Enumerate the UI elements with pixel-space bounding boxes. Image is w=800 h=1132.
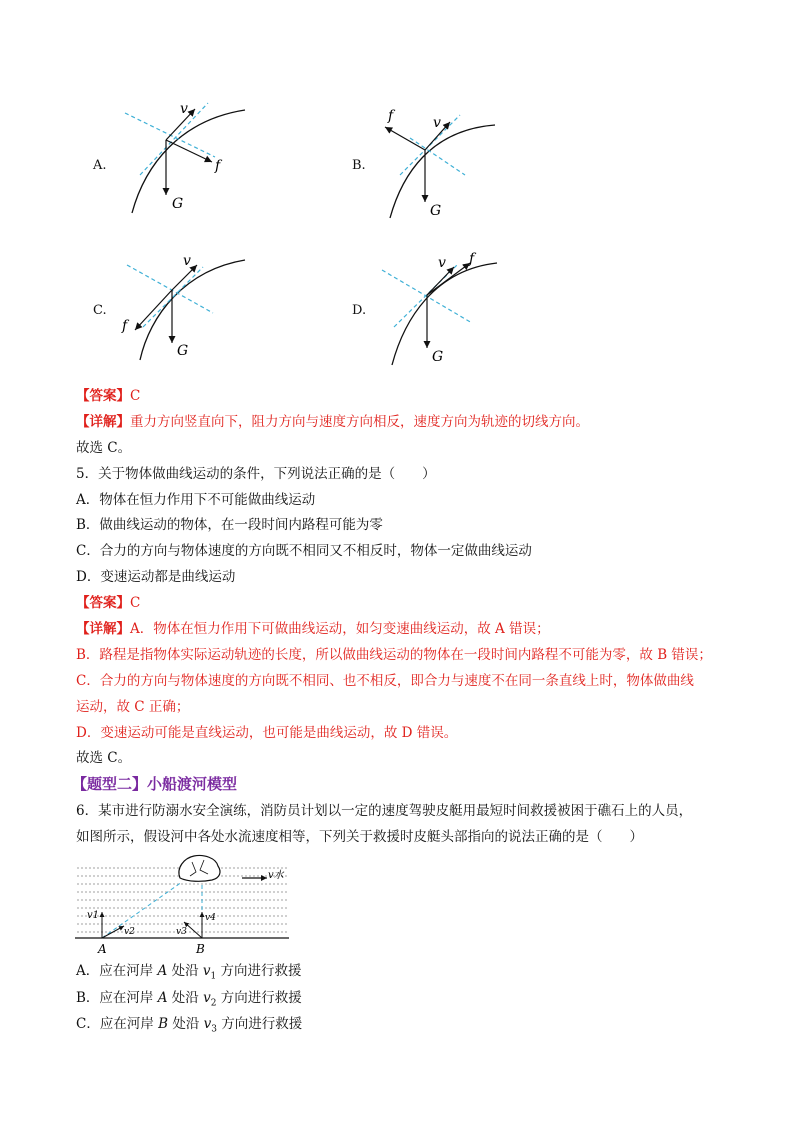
v4-label: v4 [205, 913, 216, 923]
q5-answer: 【答案】C [76, 595, 141, 611]
q4-detail: 【详解】重力方向竖直向下，阻力方向与速度方向相反，速度方向为轨迹的切线方向。 [76, 414, 589, 430]
option-a-label: A. [93, 158, 107, 173]
river-figure [72, 850, 292, 958]
q5-detail-c: C．合力的方向与物体速度的方向既不相同、也不相反，即合力与速度不在同一条直线上时，物体做曲线 [76, 673, 694, 689]
figure-option-b [370, 100, 510, 225]
q5-option-c: C．合力的方向与物体速度的方向既不相同又不相反时，物体一定做曲线运动 [76, 543, 532, 559]
v1-label: v1 [87, 910, 100, 921]
f-label: f [388, 108, 394, 124]
option-c-label: C. [93, 303, 107, 318]
g-label: G [432, 349, 444, 365]
q5-detail-d: D．变速运动可能是直线运动，也可能是曲线运动，故 D 错误。 [76, 725, 458, 741]
bank-b-label: B [196, 942, 205, 956]
q6-stem-line1: 6．某市进行防溺水安全演练，消防员计划以一定的速度驾驶皮艇用最短时间救援被困于礁石上的人员， [76, 803, 693, 819]
figure-option-c [115, 245, 255, 365]
section-title: 【题型二】小船渡河模型 [72, 775, 238, 793]
option-d-label: D. [352, 303, 367, 318]
q4-answer: 【答案】C [76, 388, 141, 404]
q4-conclusion: 故选 C。 [76, 440, 132, 456]
q6-option-c: C．应在河岸 B 处沿 $v_3$ 方向进行救援 [76, 1016, 303, 1035]
v-water-label: v水 [268, 870, 284, 881]
q5-option-b: B．做曲线运动的物体，在一段时间内路程可能为零 [76, 517, 383, 533]
f-label: f [122, 318, 128, 334]
q5-option-a: A．物体在恒力作用下不可能做曲线运动 [76, 492, 316, 508]
q6-option-a: A．应在河岸 A 处沿 $v_1$ 方向进行救援 [76, 963, 302, 982]
q5-detail-a: 【详解】A．物体在恒力作用下可做曲线运动，如匀变速曲线运动，故 A 错误； [76, 621, 550, 637]
v2-label: v2 [124, 927, 135, 937]
g-label: G [430, 203, 442, 219]
figure-option-a [120, 95, 260, 220]
v-label: v [183, 253, 191, 269]
figure-option-d [372, 245, 512, 367]
v-label: v [433, 115, 441, 131]
f-label: f [215, 158, 221, 174]
bank-a-label: A [98, 942, 107, 956]
option-b-label: B. [352, 158, 366, 173]
q5-option-d: D．变速运动都是曲线运动 [76, 569, 236, 585]
v-label: v [438, 255, 446, 271]
q5-stem: 5．关于物体做曲线运动的条件，下列说法正确的是（ ） [76, 466, 436, 482]
v3-label: v3 [176, 927, 187, 937]
v-label: v [180, 101, 188, 117]
q5-detail-c-cont: 运动，故 C 正确； [76, 699, 190, 715]
q5-detail-b: B．路程是指物体实际运动轨迹的长度，所以做曲线运动的物体在一段时间内路程不可能为零，故 B 错误； [76, 647, 712, 663]
g-label: G [172, 196, 184, 212]
q6-option-b: B．应在河岸 A 处沿 $v_2$ 方向进行救援 [76, 990, 302, 1009]
f-label: f [469, 251, 475, 267]
q6-stem-line2: 如图所示，假设河中各处水流速度相等，下列关于救援时皮艇头部指向的说法正确的是（ ） [76, 829, 643, 845]
q5-conclusion: 故选 C。 [76, 750, 132, 766]
g-label: G [177, 343, 189, 359]
